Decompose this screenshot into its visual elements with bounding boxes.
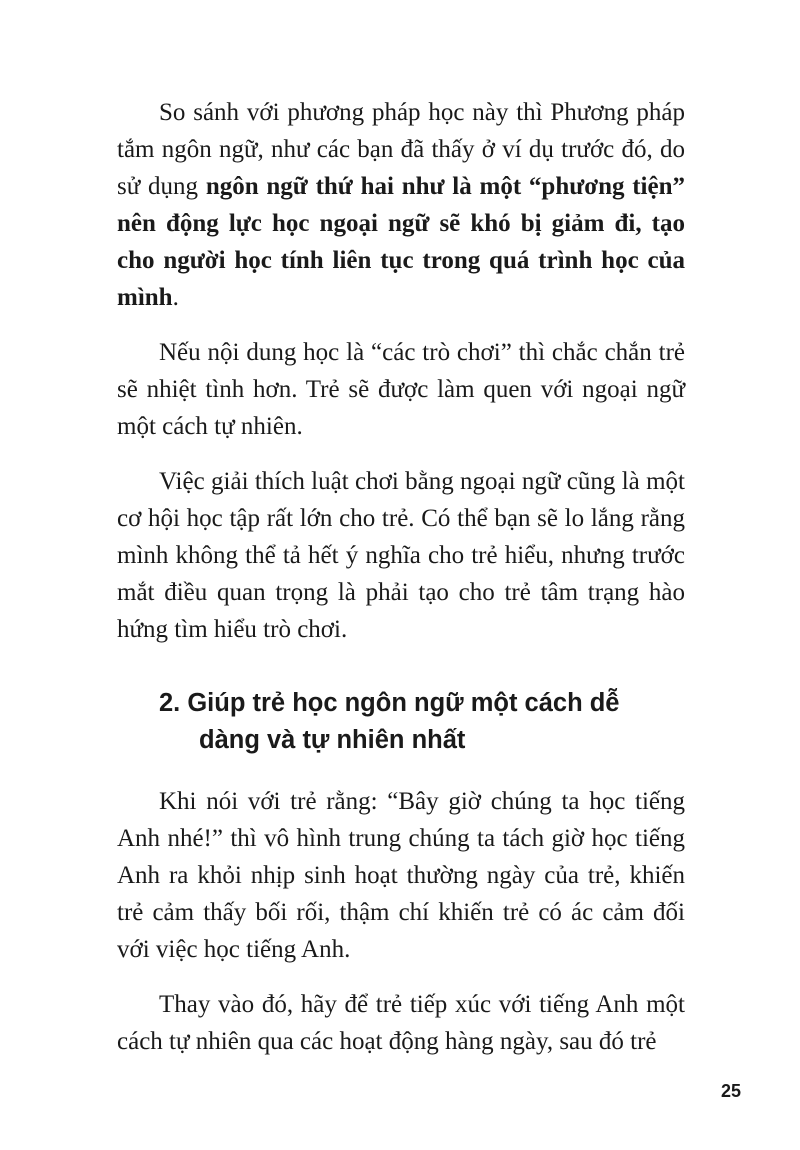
- paragraph-3-text: Việc giải thích luật chơi bằng ngoại ngữ cũng là một cơ hội học tập rất lớn cho trẻ. Có thể bạn sẽ lo lắng rằng mình không thể tả hết ý nghĩa cho trẻ hiểu, nhưng trước mắt điều quan trọng là phải tạo cho trẻ tâm trạng hào hứng tìm hiểu trò chơi.: [117, 468, 685, 643]
- page-number: 25: [720, 1081, 741, 1101]
- book-page: [117, 94, 685, 1078]
- paragraph-3: [117, 463, 685, 648]
- paragraph-5: [117, 986, 685, 1060]
- paragraph-1-text-a: So sánh với phương pháp học này thì Phương pháp tắm ngôn ngữ, như các bạn đã thấy ở ví dụ trước đó, do sử dụng: [117, 99, 685, 200]
- paragraph-4-text: Khi nói với trẻ rằng: “Bây giờ chúng ta học tiếng Anh nhé!” thì vô hình trung chúng ta tách giờ học tiếng Anh ra khỏi nhịp sinh hoạt thường ngày của trẻ, khiến trẻ cảm thấy bối rối, thậm chí khiến trẻ có ác cảm đối với việc học tiếng Anh.: [117, 788, 685, 963]
- section-heading: 2. Giúp trẻ học ngôn ngữ một cách dễ dàng và tự nhiên nhất: [159, 689, 620, 754]
- paragraph-2-text: Nếu nội dung học là “các trò chơi” thì chắc chắn trẻ sẽ nhiệt tình hơn. Trẻ sẽ được làm quen với ngoại ngữ một cách tự nhiên.: [117, 339, 685, 440]
- paragraph-1: [117, 94, 685, 316]
- paragraph-2: [117, 334, 685, 445]
- paragraph-1-bold-text: ngôn ngữ thứ hai như là một “phương tiện” nên động lực học ngoại ngữ sẽ khó bị giảm đi, tạo cho người học tính liên tục trong quá trình học của mình: [117, 173, 686, 311]
- paragraph-1-text-b: .: [172, 284, 179, 311]
- paragraph-4: [117, 783, 685, 968]
- paragraph-5-text: Thay vào đó, hãy để trẻ tiếp xúc với tiếng Anh một cách tự nhiên qua các hoạt động hàng ngày, sau đó trẻ: [117, 991, 685, 1055]
